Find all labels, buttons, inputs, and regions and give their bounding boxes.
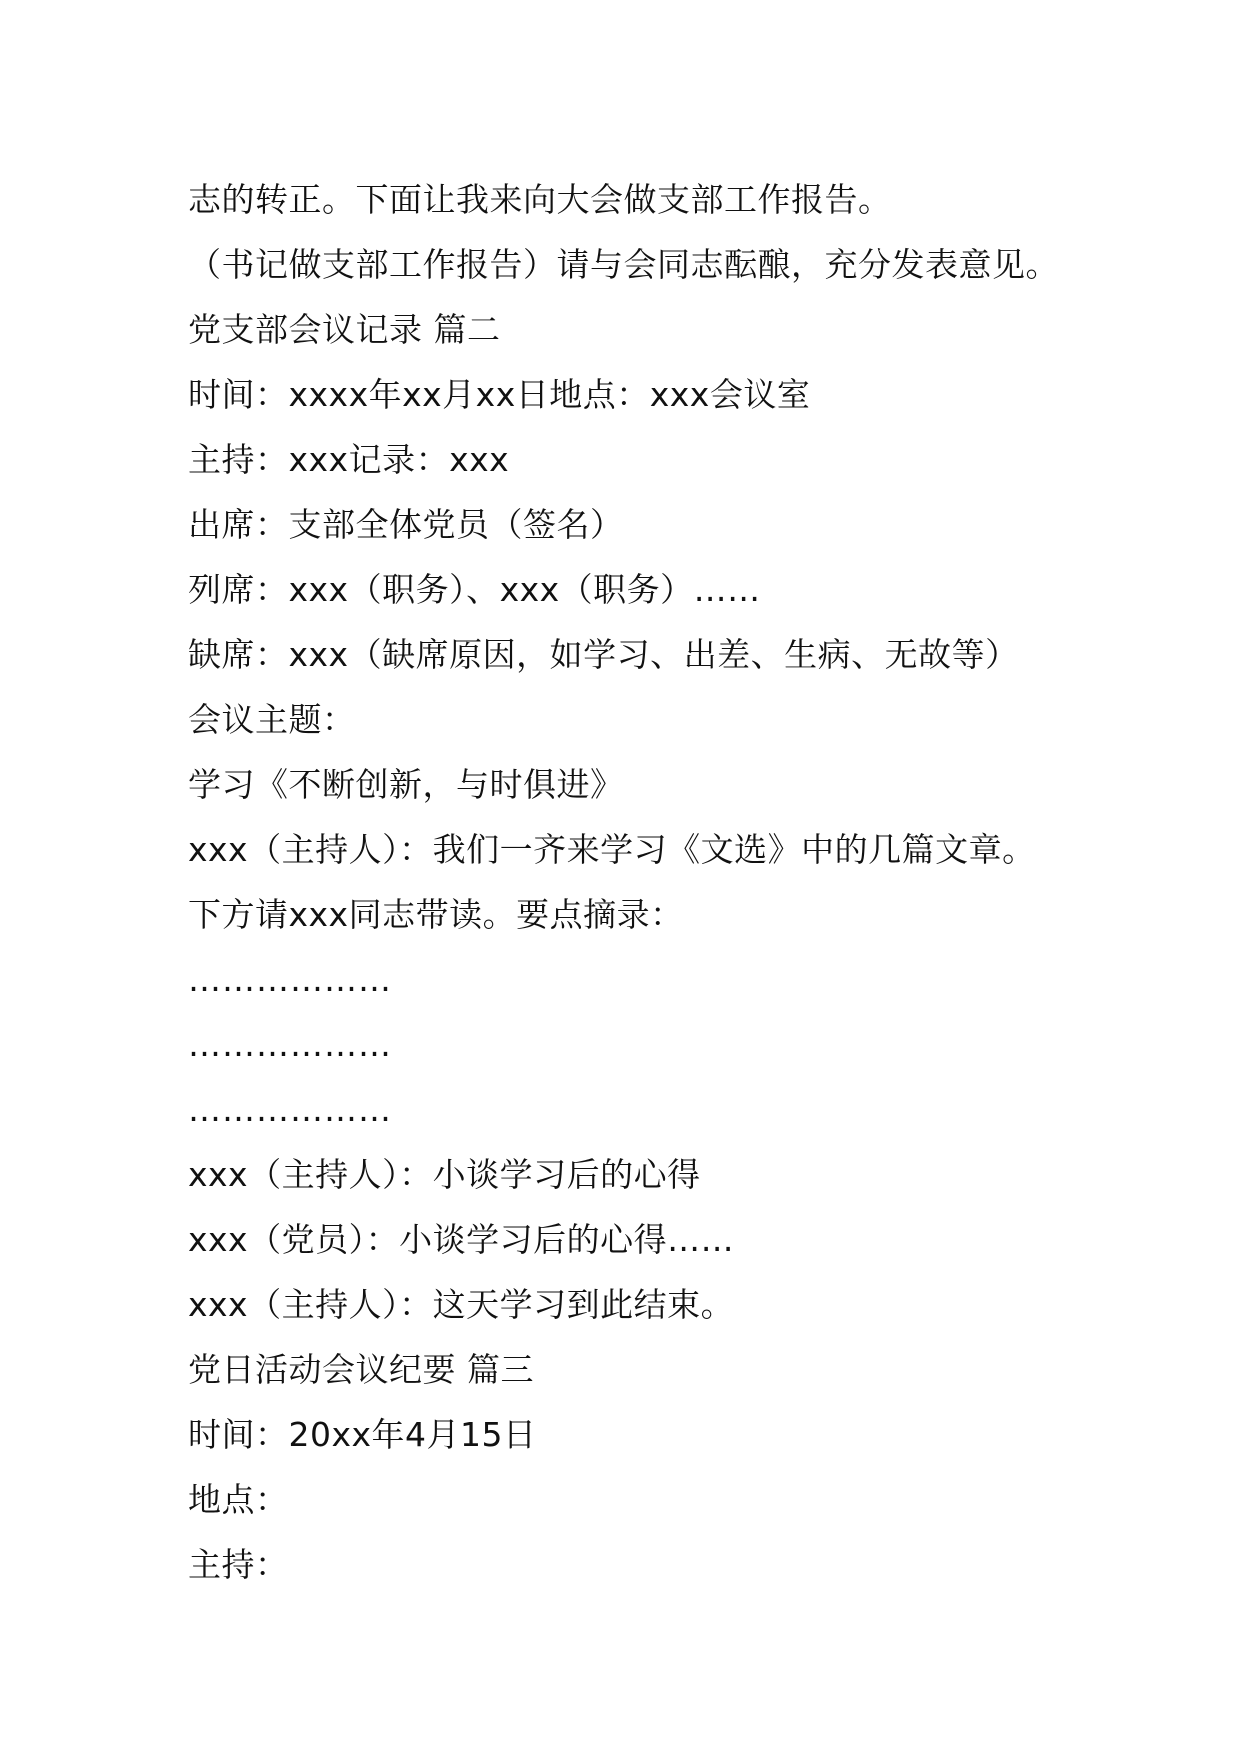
meeting-host: 主持： [188, 1545, 289, 1584]
paragraph-line: （书记做支部工作报告）请与会同志酝酿，充分发表意见。 [188, 245, 1059, 284]
paragraph-line: xxx（党员）：小谈学习后的心得…… [188, 1220, 735, 1259]
meeting-time: 时间：20xx年4月15日 [188, 1415, 537, 1454]
paragraph-line: xxx（主持人）：这天学习到此结束。 [188, 1285, 735, 1324]
paragraph-line: xxx（主持人）：小谈学习后的心得 [188, 1155, 701, 1194]
document-body [188, 167, 1068, 1597]
ellipsis-line: ……………… [188, 1090, 392, 1129]
section-heading-3: 党日活动会议纪要 篇三 [188, 1350, 534, 1389]
paragraph-line: 下方请xxx同志带读。要点摘录： [188, 895, 684, 934]
ellipsis-line: ……………… [188, 960, 392, 999]
meeting-attendees: 出席：支部全体党员（签名） [188, 505, 624, 544]
meeting-host-recorder: 主持：xxx记录：xxx [188, 440, 510, 479]
meeting-observers: 列席：xxx（职务）、xxx（职务）…… [188, 570, 761, 609]
paragraph-line: xxx（主持人）：我们一齐来学习《文选》中的几篇文章。 [188, 830, 1036, 869]
meeting-location: 地点： [188, 1480, 289, 1519]
ellipsis-line: ……………… [188, 1025, 392, 1064]
meeting-absentees: 缺席：xxx（缺席原因，如学习、出差、生病、无故等） [188, 635, 1019, 674]
meeting-topic-label: 会议主题： [188, 700, 356, 739]
meeting-topic: 学习《不断创新，与时俱进》 [188, 765, 624, 804]
meeting-time-location: 时间：xxxx年xx月xx日地点：xxx会议室 [188, 375, 811, 414]
paragraph-line: 志的转正。下面让我来向大会做支部工作报告。 [188, 180, 892, 219]
section-heading-2: 党支部会议记录 篇二 [188, 310, 501, 349]
